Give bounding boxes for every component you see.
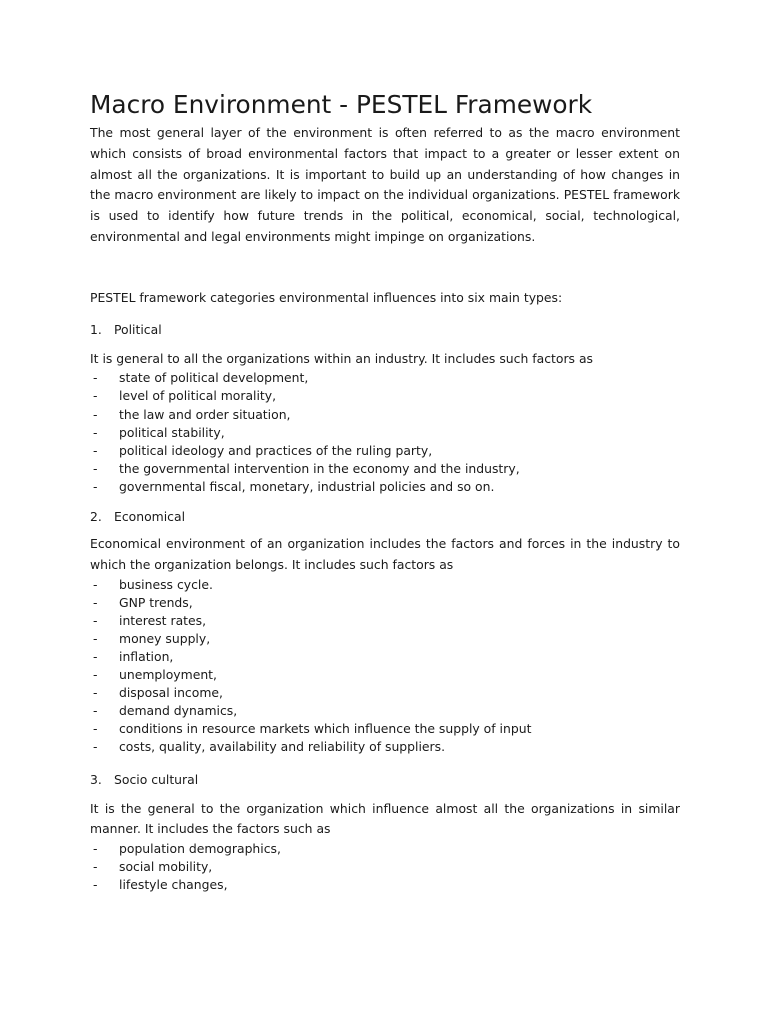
section-number: 3. (90, 771, 102, 787)
bullet-dash: - (93, 739, 98, 755)
list-item: - demand dynamics, (90, 702, 680, 720)
bullet-dash: - (93, 703, 98, 719)
bullet-dash: - (93, 612, 98, 628)
list-item: - level of political morality, (90, 387, 680, 405)
section-number: 1. (90, 321, 102, 337)
bullet-dash: - (93, 667, 98, 683)
list-item: - interest rates, (90, 612, 680, 630)
list-item: - GNP trends, (90, 594, 680, 612)
section-title: Economical (114, 509, 186, 525)
section-description-political: It is general to all the organizations within an industry. It includes such factors as (90, 350, 593, 366)
section-title: Socio cultural (114, 771, 199, 787)
document-page (90, 90, 680, 894)
bullet-dash: - (93, 859, 98, 875)
list-item: - political ideology and practices of the ruling party, (90, 442, 680, 460)
document-title: Macro Environment - PESTEL Framework (90, 90, 593, 119)
section-heading-socio-cultural (90, 771, 680, 789)
factor-list-socio-cultural (90, 840, 680, 894)
categories-intro: PESTEL framework categories environmental influences into six main types: (90, 289, 563, 305)
list-item: - state of political development, (90, 369, 680, 387)
list-item: - social mobility, (90, 858, 680, 876)
list-item: - business cycle. (90, 576, 680, 594)
bullet-dash: - (93, 594, 98, 610)
bullet-dash: - (93, 424, 98, 440)
list-item: - political stability, (90, 424, 680, 442)
bullet-dash: - (93, 630, 98, 646)
list-item: - inflation, (90, 648, 680, 666)
list-item: - governmental fiscal, monetary, industrial policies and so on. (90, 478, 680, 496)
list-item: - population demographics, (90, 840, 680, 858)
list-item: - disposal income, (90, 684, 680, 702)
bullet-dash: - (93, 388, 98, 404)
bullet-dash: - (93, 841, 98, 857)
bullet-dash: - (93, 406, 98, 422)
bullet-dash: - (93, 576, 98, 592)
list-item: - the governmental intervention in the economy and the industry, (90, 460, 680, 478)
section-heading-political (90, 321, 680, 339)
bullet-dash: - (93, 877, 98, 893)
bullet-dash: - (93, 460, 98, 476)
bullet-dash: - (93, 478, 98, 494)
list-item: - costs, quality, availability and reliability of suppliers. (90, 738, 680, 756)
section-number: 2. (90, 509, 102, 525)
section-description-socio-cultural: It is the general to the organization which influence almost all the organizations in similar manner. It includes the factors such as (90, 800, 680, 837)
list-item: - the law and order situation, (90, 406, 680, 424)
bullet-dash: - (93, 370, 98, 386)
section-description-economical: Economical environment of an organization includes the factors and forces in the industry to which the organization belongs. It includes such factors as (90, 536, 680, 572)
bullet-dash: - (93, 721, 98, 737)
factor-list-economical (90, 576, 680, 757)
intro-paragraph: The most general layer of the environment is often referred to as the macro environment which consists of broad environmental factors that impact to a greater or lesser extent on almost all the organizations. It is important to build up an understanding of how changes in the macro environment are likely to impact on the individual organizations. PESTEL framework is used to identify how future trends in the political, economical, social, technological, environmental and legal environments might impinge on organizations. (90, 125, 680, 244)
list-item: - money supply, (90, 630, 680, 648)
bullet-dash: - (93, 649, 98, 664)
list-item: - conditions in resource markets which influence the supply of input (90, 720, 680, 738)
section-title: Political (114, 321, 162, 337)
list-item: - unemployment, (90, 666, 680, 684)
factor-list-political (90, 369, 680, 496)
section-heading-economical (90, 508, 680, 526)
bullet-dash: - (93, 442, 98, 458)
list-item: - lifestyle changes, (90, 876, 680, 894)
bullet-dash: - (93, 685, 98, 701)
